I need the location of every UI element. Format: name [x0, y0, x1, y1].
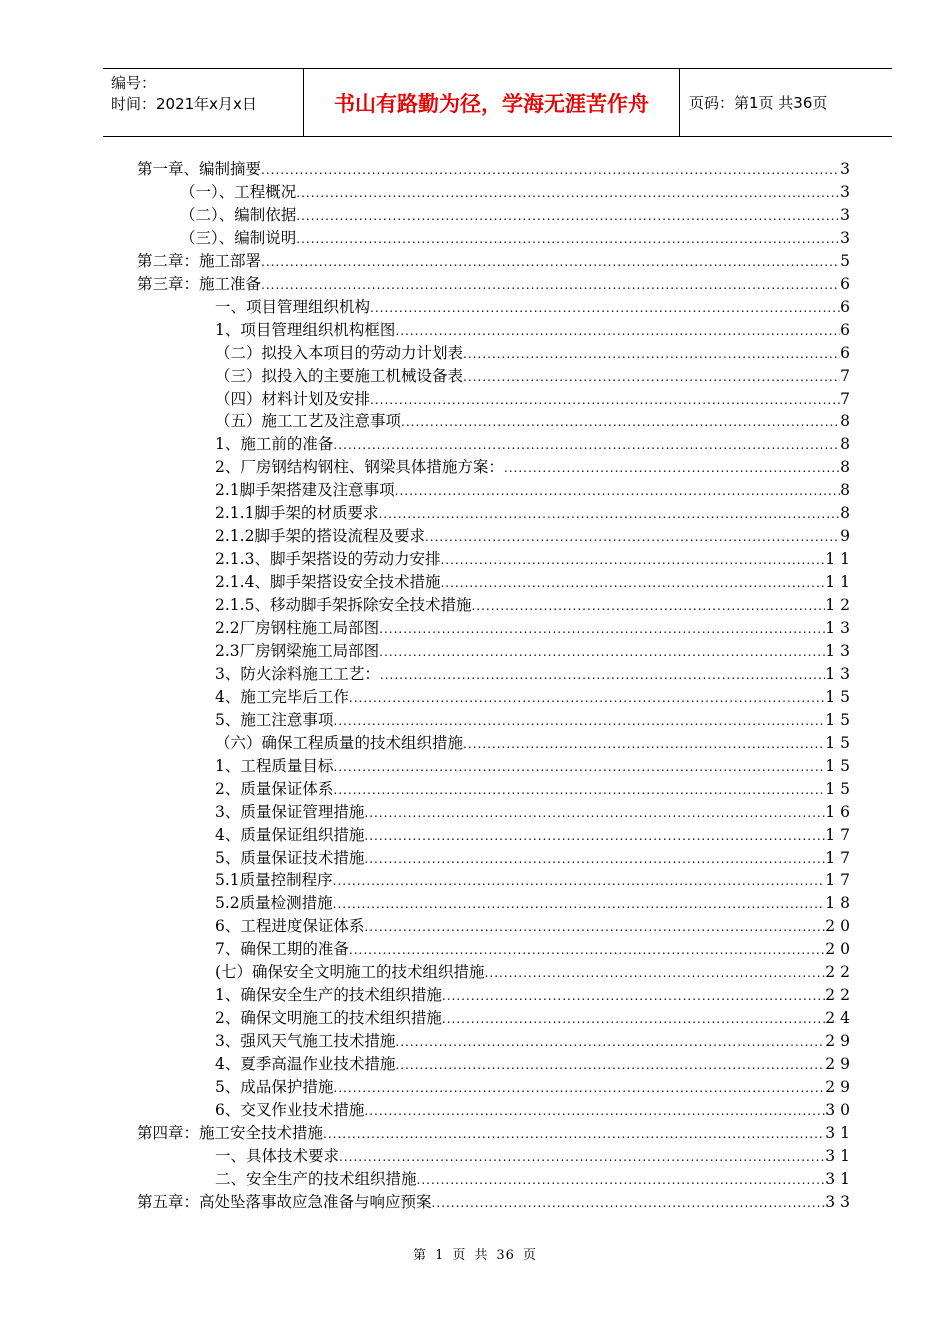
- toc-entry-page: 24: [825, 1009, 855, 1027]
- page-footer: [0, 1244, 950, 1263]
- toc-entry-title: 1、施工前的准备: [215, 435, 334, 453]
- toc-entry-page: 29: [825, 1078, 855, 1096]
- toc-entry-title: 5、质量保证技术措施: [215, 849, 365, 867]
- toc-entry[interactable]: [215, 1030, 855, 1052]
- toc-leader-dots: [339, 1147, 825, 1167]
- footer-di: 第: [413, 1248, 428, 1263]
- toc-entry-page: 17: [825, 871, 855, 889]
- toc-entry-title: 2、确保文明施工的技术组织措施: [215, 1009, 442, 1027]
- toc-leader-dots: [370, 390, 840, 410]
- toc-leader-dots: [401, 412, 840, 432]
- toc-leader-dots: [471, 596, 825, 616]
- footer-ye: 页: [452, 1248, 467, 1263]
- toc-entry-title: （五）施工工艺及注意事项: [215, 412, 402, 430]
- toc-entry-title: 4、质量保证组织措施: [215, 826, 365, 844]
- toc-entry-page: 8: [840, 435, 855, 453]
- toc-entry-title: (七）确保安全文明施工的技术组织措施: [215, 963, 485, 981]
- toc-entry[interactable]: [215, 296, 855, 318]
- toc-entry[interactable]: [215, 824, 855, 846]
- toc-entry-title: 第三章：施工准备: [137, 275, 262, 293]
- toc-entry[interactable]: [215, 1168, 855, 1190]
- toc-leader-dots: [395, 1032, 825, 1052]
- toc-entry[interactable]: [180, 204, 855, 226]
- toc-entry-page: 15: [825, 780, 855, 798]
- toc-entry[interactable]: [215, 961, 855, 983]
- toc-entry-title: 6、交叉作业技术措施: [215, 1101, 365, 1119]
- toc-leader-dots: [296, 206, 840, 226]
- toc-leader-dots: [425, 527, 840, 547]
- time-label: 时间：2021年x月x日: [111, 95, 257, 113]
- toc-entry-page: 3: [840, 183, 855, 201]
- toc-entry-page: 6: [840, 275, 855, 293]
- toc-leader-dots: [349, 688, 825, 708]
- footer-gong: 共: [474, 1248, 489, 1263]
- toc-leader-dots: [370, 298, 840, 318]
- toc-entry-page: 15: [825, 757, 855, 775]
- toc-entry[interactable]: [137, 1122, 855, 1144]
- toc-entry[interactable]: [215, 732, 855, 754]
- toc-entry-title: 2.2厂房钢柱施工局部图: [215, 619, 380, 637]
- toc-entry-title: 2、厂房钢结构钢柱、钢梁具体措施方案：: [215, 458, 504, 476]
- toc-entry-title: 4、夏季高温作业技术措施: [215, 1055, 396, 1073]
- toc-entry[interactable]: [215, 342, 855, 364]
- toc-leader-dots: [349, 940, 825, 960]
- toc-entry-page: 22: [825, 986, 855, 1004]
- toc-entry-title: 2.3厂房钢梁施工局部图: [215, 642, 380, 660]
- toc-entry[interactable]: [180, 181, 855, 203]
- toc-leader-dots: [333, 711, 825, 731]
- toc-entry[interactable]: [137, 1191, 855, 1213]
- toc-entry-title: 2.1.5、移动脚手架拆除安全技术措施: [215, 596, 472, 614]
- toc-entry-title: 2.1脚手架搭建及注意事项: [215, 481, 395, 499]
- toc-entry-page: 13: [825, 619, 855, 637]
- toc-entry[interactable]: [215, 502, 855, 524]
- toc-entry-page: 31: [825, 1124, 855, 1142]
- toc-leader-dots: [261, 252, 840, 272]
- toc-entry-title: （四）材料计划及安排: [215, 390, 371, 408]
- toc-entry-title: 4、施工完毕后工作: [215, 688, 349, 706]
- toc-entry-page: 3: [840, 206, 855, 224]
- toc-entry-page: 7: [840, 367, 855, 385]
- toc-leader-dots: [333, 1078, 825, 1098]
- toc-entry-page: 11: [825, 573, 855, 591]
- toc-leader-dots: [296, 183, 840, 203]
- toc-entry-page: 29: [825, 1055, 855, 1073]
- toc-entry-title: 7、确保工期的准备: [215, 940, 349, 958]
- toc-entry-title: 1、项目管理组织机构框图: [215, 321, 396, 339]
- toc-entry-page: 9: [840, 527, 855, 545]
- toc-entry-title: 2.1.2脚手架的搭设流程及要求: [215, 527, 425, 545]
- toc-entry-page: 22: [825, 963, 855, 981]
- toc-leader-dots: [261, 275, 840, 295]
- toc-entry[interactable]: [137, 158, 855, 180]
- toc-entry-title: （二）拟投入本项目的劳动力计划表: [215, 344, 464, 362]
- toc-entry[interactable]: [215, 869, 855, 891]
- document-header: [103, 68, 892, 137]
- toc-entry-page: 31: [825, 1170, 855, 1188]
- toc-entry-page: 15: [825, 711, 855, 729]
- header-motto: 书山有路勤为径，学海无涯苦作舟: [303, 69, 680, 136]
- toc-entry-title: 第一章、编制摘要: [137, 160, 262, 178]
- toc-entry[interactable]: [180, 227, 855, 249]
- toc-entry-title: 3、强风天气施工技术措施: [215, 1032, 396, 1050]
- toc-entry[interactable]: [215, 594, 855, 616]
- header-page-label: 页码：第1页 共36页: [689, 94, 828, 112]
- toc-entry-title: 2.1.3、脚手架搭设的劳动力安排: [215, 550, 441, 568]
- toc-entry-page: 33: [825, 1193, 855, 1211]
- toc-entry-page: 18: [825, 894, 855, 912]
- toc-entry[interactable]: [137, 250, 855, 272]
- toc-entry[interactable]: [215, 801, 855, 823]
- toc-entry[interactable]: [215, 365, 855, 387]
- toc-leader-dots: [364, 849, 825, 869]
- toc-entry[interactable]: [215, 755, 855, 777]
- toc-entry-title: 1、工程质量目标: [215, 757, 334, 775]
- toc-leader-dots: [463, 734, 825, 754]
- toc-entry[interactable]: [215, 617, 855, 639]
- toc-leader-dots: [504, 458, 840, 478]
- toc-leader-dots: [333, 757, 825, 777]
- toc-entry-page: 30: [825, 1101, 855, 1119]
- toc-leader-dots: [296, 229, 840, 249]
- toc-entry-page: 15: [825, 688, 855, 706]
- toc-entry-page: 3: [840, 229, 855, 247]
- toc-leader-dots: [485, 963, 826, 983]
- toc-leader-dots: [442, 1009, 825, 1029]
- toc-entry[interactable]: [215, 433, 855, 455]
- toc-entry-title: 5、施工注意事项: [215, 711, 334, 729]
- toc-entry-page: 29: [825, 1032, 855, 1050]
- toc-entry[interactable]: [215, 915, 855, 937]
- toc-entry-page: 3: [840, 160, 855, 178]
- toc-entry[interactable]: [215, 410, 855, 432]
- toc-leader-dots: [432, 1193, 826, 1213]
- toc-leader-dots: [442, 986, 825, 1006]
- toc-leader-dots: [333, 871, 826, 891]
- toc-entry[interactable]: [215, 571, 855, 593]
- toc-leader-dots: [395, 481, 840, 501]
- toc-entry-title: 2.1.1脚手架的材质要求: [215, 504, 379, 522]
- toc-entry[interactable]: [215, 525, 855, 547]
- toc-entry-title: （三）、编制说明: [180, 229, 297, 247]
- toc-entry[interactable]: [215, 1145, 855, 1167]
- toc-entry-title: 5.2质量检测措施: [215, 894, 333, 912]
- footer-page-number: 1: [435, 1248, 445, 1263]
- footer-total-pages: 36: [496, 1248, 515, 1263]
- toc-leader-dots: [463, 367, 840, 387]
- toc-leader-dots: [333, 894, 826, 914]
- toc-leader-dots: [379, 619, 825, 639]
- number-label: 编号：: [111, 74, 157, 92]
- toc-entry-page: 8: [840, 412, 855, 430]
- toc-entry-title: 5、成品保护措施: [215, 1078, 334, 1096]
- toc-entry[interactable]: [215, 1076, 855, 1098]
- toc-leader-dots: [323, 1124, 825, 1144]
- toc-entry[interactable]: [215, 1099, 855, 1121]
- toc-leader-dots: [395, 1055, 825, 1075]
- toc-entry-page: 11: [825, 550, 855, 568]
- toc-entry-page: 7: [840, 390, 855, 408]
- toc-leader-dots: [378, 504, 840, 524]
- toc-entry-page: 6: [840, 321, 855, 339]
- toc-entry-title: 1、确保安全生产的技术组织措施: [215, 986, 442, 1004]
- toc-entry[interactable]: [215, 892, 855, 914]
- footer-ye2: 页: [522, 1248, 537, 1263]
- toc-entry-title: 一、项目管理组织机构: [215, 298, 371, 316]
- toc-entry-page: 5: [840, 252, 855, 270]
- toc-entry[interactable]: [215, 847, 855, 869]
- toc-entry-page: 17: [825, 849, 855, 867]
- toc-entry-page: 12: [825, 596, 855, 614]
- toc-entry-title: 5.1质量控制程序: [215, 871, 333, 889]
- toc-entry-page: 31: [825, 1147, 855, 1165]
- toc-leader-dots: [380, 665, 825, 685]
- toc-entry[interactable]: [215, 640, 855, 662]
- toc-entry-page: 6: [840, 298, 855, 316]
- toc-leader-dots: [364, 917, 825, 937]
- toc-entry-page: 17: [825, 826, 855, 844]
- toc-entry-title: （三）拟投入的主要施工机械设备表: [215, 367, 464, 385]
- toc-entry-title: 第四章：施工安全技术措施: [137, 1124, 324, 1142]
- toc-entry-title: 6、工程进度保证体系: [215, 917, 365, 935]
- toc-leader-dots: [364, 826, 825, 846]
- toc-entry-page: 20: [825, 940, 855, 958]
- toc-leader-dots: [261, 160, 840, 180]
- toc-entry-title: 一、具体技术要求: [215, 1147, 340, 1165]
- toc-entry[interactable]: [215, 319, 855, 341]
- toc-entry-page: 8: [840, 458, 855, 476]
- toc-entry[interactable]: [137, 273, 855, 295]
- toc-entry-title: 第五章：高处坠落事故应急准备与响应预案: [137, 1193, 432, 1211]
- toc-entry-page: 13: [825, 642, 855, 660]
- toc-entry-title: （一）、工程概况: [180, 183, 297, 201]
- toc-leader-dots: [333, 780, 825, 800]
- toc-entry-page: 16: [825, 803, 855, 821]
- toc-entry-title: 2、质量保证体系: [215, 780, 334, 798]
- toc-entry-page: 6: [840, 344, 855, 362]
- toc-entry-page: 15: [825, 734, 855, 752]
- toc-entry[interactable]: [215, 938, 855, 960]
- toc-entry[interactable]: [215, 1053, 855, 1075]
- toc-entry-title: 第二章：施工部署: [137, 252, 262, 270]
- toc-leader-dots: [333, 435, 840, 455]
- toc-entry-page: 20: [825, 917, 855, 935]
- toc-entry[interactable]: [215, 709, 855, 731]
- toc-entry[interactable]: [215, 388, 855, 410]
- toc-leader-dots: [379, 642, 825, 662]
- toc-entry-title: 3、防火涂料施工工艺：: [215, 665, 380, 683]
- toc-entry[interactable]: [215, 984, 855, 1006]
- toc-entry[interactable]: [215, 456, 855, 478]
- toc-entry[interactable]: [215, 479, 855, 501]
- toc-entry[interactable]: [215, 548, 855, 570]
- toc-leader-dots: [440, 550, 825, 570]
- toc-entry-title: 3、质量保证管理措施: [215, 803, 365, 821]
- toc-entry-page: 8: [840, 504, 855, 522]
- toc-leader-dots: [364, 803, 825, 823]
- toc-entry[interactable]: [215, 1007, 855, 1029]
- toc-leader-dots: [364, 1101, 825, 1121]
- header-info: [103, 69, 303, 136]
- toc-entry-title: （二）、编制依据: [180, 206, 297, 224]
- toc-leader-dots: [395, 321, 840, 341]
- toc-leader-dots: [440, 573, 825, 593]
- toc-leader-dots: [463, 344, 840, 364]
- toc-entry-title: （六）确保工程质量的技术组织措施: [215, 734, 464, 752]
- toc-entry[interactable]: [215, 686, 855, 708]
- toc-entry-page: 8: [840, 481, 855, 499]
- toc-entry[interactable]: [215, 663, 855, 685]
- toc-entry[interactable]: [215, 778, 855, 800]
- toc-entry-title: 2.1.4、脚手架搭设安全技术措施: [215, 573, 441, 591]
- toc-leader-dots: [417, 1170, 826, 1190]
- toc-entry-title: 二、安全生产的技术组织措施: [215, 1170, 417, 1188]
- toc-entry-page: 13: [825, 665, 855, 683]
